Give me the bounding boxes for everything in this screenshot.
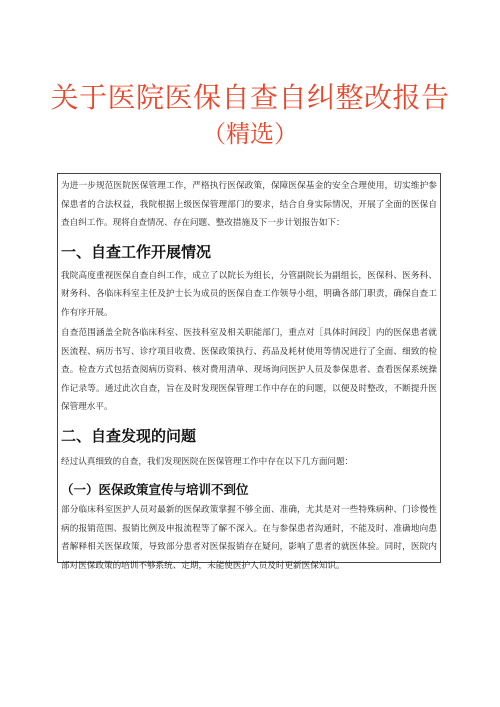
section-heading-1: 一、自查工作开展情况 [61, 242, 212, 261]
subsection-heading-1: （一）医保政策宣传与培训不到位 [61, 482, 249, 497]
report-content-box [57, 173, 441, 571]
section-2-paragraph-1: 经过认真细致的自查，我们发现医院在医保管理工作中存在以下几方面问题： [61, 456, 354, 467]
intro-paragraph: 为进一步规范医院医保管理工作，严格执行医保政策，保障医保基金的安全合理使用，切实维护参保患者的合法权益，我院根据上级医保管理部门的要求，结合自身实际情况，开展了全面的医保自查自纠工作。现将自查情况、存在问题、整改措施及下一步计划报告如下： [61, 181, 437, 228]
section-1-paragraph-2: 自查范围涵盖全院各临床科室、医技科室及相关职能部门，重点对［具体时间段］内的医保患者就医流程、病历书写、诊疗项目收费、医保政策执行、药品及耗材使用等情况进行了全面、细致的检查。检查方式包括查阅病历资料、核对费用清单、现场询问医护人员及参保患者、查看医保系统操作记录等。通过此次自查，旨在及时发现医保管理工作中存在的问题，以便及时整改，不断提升医保管理水平。 [61, 328, 437, 412]
section-1-paragraph-1: 我院高度重视医保自查自纠工作，成立了以院长为组长，分管副院长为副组长，医保科、医务科、财务科、各临床科室主任及护士长为成员的医保自查工作领导小组，明确各部门职责，确保自查工作有序开展。 [61, 270, 437, 318]
section-heading-2: 二、自查发现的问题 [61, 426, 197, 445]
subsection-1-paragraph: 部分临床科室医护人员对最新的医保政策掌握不够全面、准确，尤其是对一些特殊病种、门诊慢性病的报销范围、报销比例及申报流程等了解不深入。在与参保患者沟通时，不能及时、准确地向患者解释相关医保政策，导致部分患者对医保报销存在疑问，影响了患者的就医体验。同时，医院内部对医保政策的培训不够系统、定期，未能使医护人员及时更新医保知识。 [61, 505, 437, 571]
page-subtitle: （精选） [202, 120, 298, 148]
page-title: 关于医院医保自查自纠整改报告 [50, 81, 450, 114]
